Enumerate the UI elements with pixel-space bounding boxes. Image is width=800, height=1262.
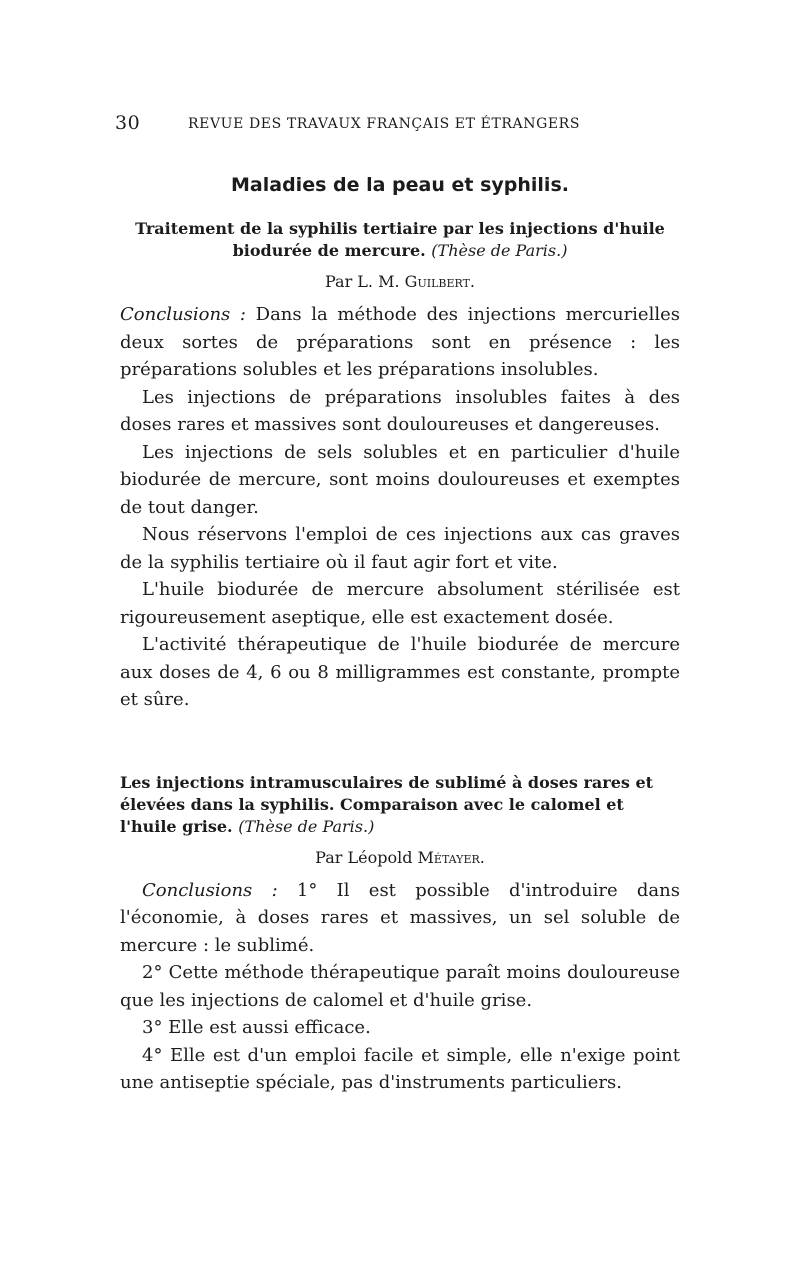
paragraph-text: Dans la méthode des injections mercurielles deux sortes de préparations sont en présence : les préparations solubles et les préparations insolubles. xyxy=(120,304,680,380)
conclusions-label: Conclusions : xyxy=(142,879,278,901)
running-header xyxy=(115,112,680,142)
article-title-text: Les injections intramusculaires de sublimé à doses rares et élevées dans la syphilis. Comparaison avec le calomel et l'huile grise. xyxy=(120,772,654,836)
article-title xyxy=(120,218,680,262)
thesis-note: (Thèse de Paris.) xyxy=(238,816,375,836)
paragraph: Nous réservons l'emploi de ces injections aux cas graves de la syphilis tertiaire où il faut agir fort et vite. xyxy=(120,524,680,573)
running-title: REVUE DES TRAVAUX FRANÇAIS ET ÉTRANGERS xyxy=(188,116,581,132)
paragraph: 4° Elle est d'un emploi facile et simple, elle n'exige point une antiseptie spéciale, pas d'instruments particuliers. xyxy=(120,1044,680,1093)
author-line xyxy=(120,848,680,867)
paragraph xyxy=(120,301,680,384)
paragraph: 3° Elle est aussi efficace. xyxy=(142,1017,371,1038)
author-name: Guilbert. xyxy=(404,272,475,291)
document-page xyxy=(115,112,680,1097)
article-separator xyxy=(120,714,680,750)
paragraph xyxy=(120,877,680,960)
article-title xyxy=(120,772,680,838)
article-body xyxy=(120,301,680,714)
article-body xyxy=(120,877,680,1097)
article-1 xyxy=(120,218,680,714)
paragraph: L'huile biodurée de mercure absolument stérilisée est rigoureusement aseptique, elle est exactement dosée. xyxy=(120,579,680,628)
author-prefix: Par L. M. xyxy=(324,272,400,291)
author-name: Métayer. xyxy=(417,847,485,867)
paragraph: L'activité thérapeutique de l'huile biodurée de mercure aux doses de 4, 6 ou 8 milligrammes est constante, prompte et sûre. xyxy=(120,634,680,710)
author-prefix: Par Léopold xyxy=(315,847,413,867)
article-title-text: Traitement de la syphilis tertiaire par les injections d'huile biodurée de mercure. xyxy=(135,219,665,260)
page-number: 30 xyxy=(115,112,141,134)
paragraph: Les injections de préparations insolubles faites à des doses rares et massives sont douloureuses et dangereuses. xyxy=(120,386,680,435)
paragraph: 2° Cette méthode thérapeutique paraît moins douloureuse que les injections de calomel et d'huile grise. xyxy=(120,962,680,1011)
author-line xyxy=(120,272,680,291)
section-title: Maladies de la peau et syphilis. xyxy=(231,174,569,196)
paragraph: Les injections de sels solubles et en particulier d'huile biodurée de mercure, sont moins douloureuses et exemptes de tout danger. xyxy=(120,441,680,518)
thesis-note: (Thèse de Paris.) xyxy=(431,241,568,260)
paragraph-text: 1° Il est possible d'introduire dans l'économie, à doses rares et massives, un sel soluble de mercure : le sublimé. xyxy=(120,879,680,956)
article-2 xyxy=(120,772,680,1097)
conclusions-label: Conclusions : xyxy=(120,304,246,325)
